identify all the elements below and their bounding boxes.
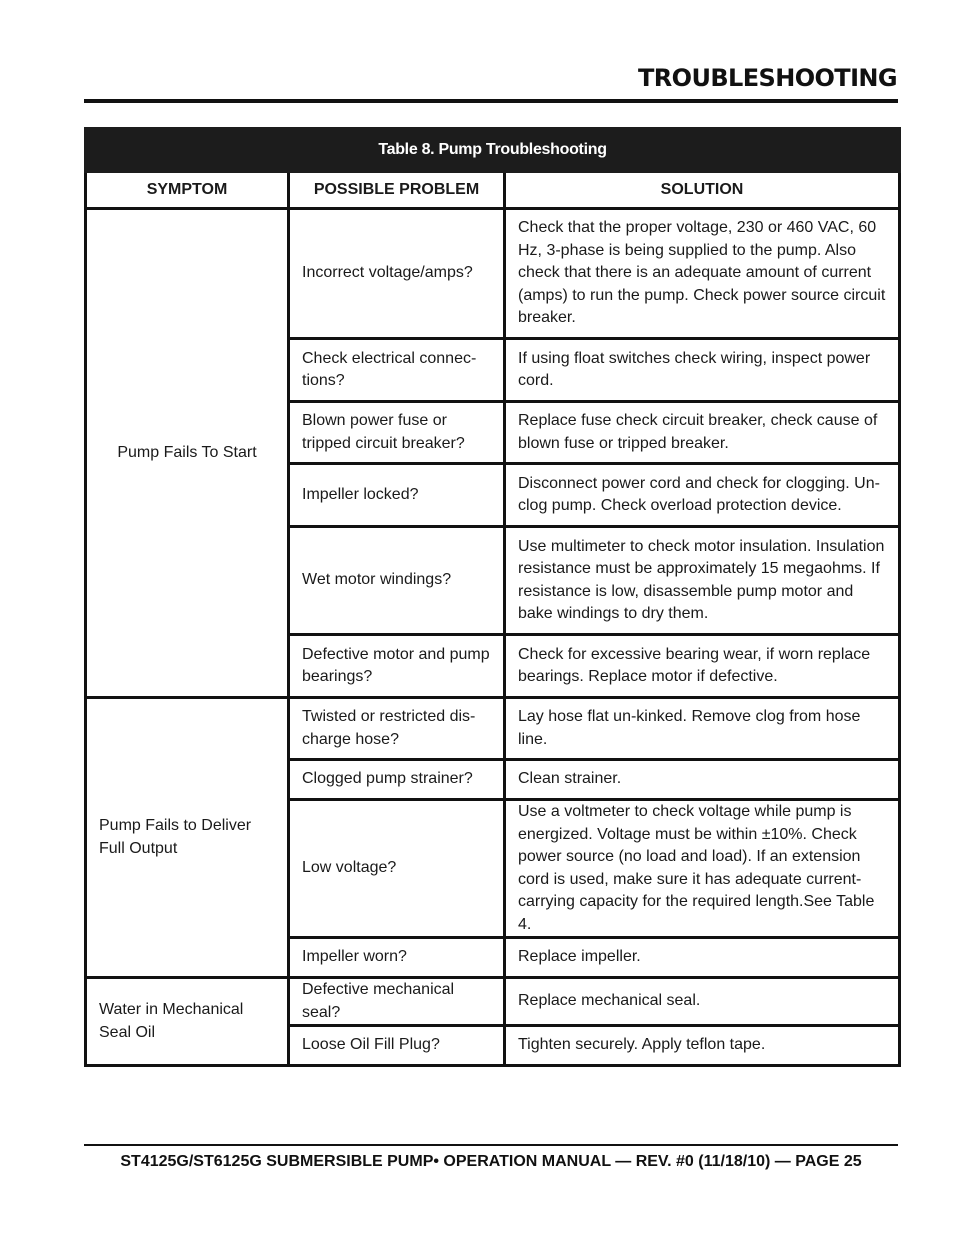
problem-cell: Impeller locked?: [289, 464, 505, 527]
solution-cell: Check for excessive bearing wear, if worn replace bearings. Replace motor if defective.: [505, 635, 900, 698]
solution-cell: Replace mechanical seal.: [505, 978, 900, 1026]
solution-cell: Replace fuse check circuit breaker, check cause of blown fuse or tripped breaker.: [505, 402, 900, 464]
table-row: [86, 209, 900, 339]
table-row: [86, 978, 900, 1026]
column-header-possible-problem: POSSIBLE PROBLEM: [289, 172, 505, 209]
problem-cell: Low voltage?: [289, 800, 505, 938]
table-caption: Table 8. Pump Troubleshooting: [86, 129, 900, 172]
column-header-solution: SOLUTION: [505, 172, 900, 209]
problem-cell: Defective mechanical seal?: [289, 978, 505, 1026]
page-footer: ST4125G/ST6125G SUBMERSIBLE PUMP• OPERATION MANUAL — REV. #0 (11/18/10) — PAGE 25: [120, 1153, 862, 1170]
solution-cell: Use a voltmeter to check voltage while pump is energized. Voltage must be within ±10%. Check power source (no load and load). If an extension cord is used, make sure it has adequate current-carrying capacity for the required length.See Table 4.: [505, 800, 900, 938]
problem-cell: Impeller worn?: [289, 938, 505, 978]
solution-cell: Lay hose flat un-kinked. Remove clog from hose line.: [505, 698, 900, 760]
footer-divider: [84, 1144, 898, 1146]
solution-cell: Replace impeller.: [505, 938, 900, 978]
troubleshooting-table: [84, 127, 901, 1067]
problem-cell: Loose Oil Fill Plug?: [289, 1026, 505, 1066]
symptom-cell: Water in Mechanical Seal Oil: [86, 978, 289, 1066]
table-row: [86, 698, 900, 760]
problem-cell: Clogged pump strainer?: [289, 760, 505, 800]
solution-cell: Disconnect power cord and check for clogging. Un-clog pump. Check overload protection device.: [505, 464, 900, 527]
solution-cell: Clean strainer.: [505, 760, 900, 800]
column-header-symptom: SYMPTOM: [86, 172, 289, 209]
problem-cell: Twisted or restricted dis-charge hose?: [289, 698, 505, 760]
solution-cell: Use multimeter to check motor insulation. Insulation resistance must be approximately 15 megaohms. If resistance is low, disassemble pump motor and bake windings to dry them.: [505, 527, 900, 635]
page-title: TROUBLESHOOTING: [638, 64, 897, 92]
problem-cell: Wet motor windings?: [289, 527, 505, 635]
problem-cell: Defective motor and pump bearings?: [289, 635, 505, 698]
solution-cell: Check that the proper voltage, 230 or 460 VAC, 60 Hz, 3-phase is being supplied to the pump. Also check that there is an adequate amount of current (amps) to run the pump. Check power source circuit breaker.: [505, 209, 900, 339]
problem-cell: Incorrect voltage/amps?: [289, 209, 505, 339]
problem-cell: Blown power fuse or tripped circuit breaker?: [289, 402, 505, 464]
solution-cell: Tighten securely. Apply teflon tape.: [505, 1026, 900, 1066]
symptom-cell: Pump Fails to Deliver Full Output: [86, 698, 289, 978]
solution-cell: If using float switches check wiring, inspect power cord.: [505, 339, 900, 402]
symptom-cell: Pump Fails To Start: [86, 209, 289, 698]
title-divider: [84, 99, 898, 103]
problem-cell: Check electrical connec-tions?: [289, 339, 505, 402]
